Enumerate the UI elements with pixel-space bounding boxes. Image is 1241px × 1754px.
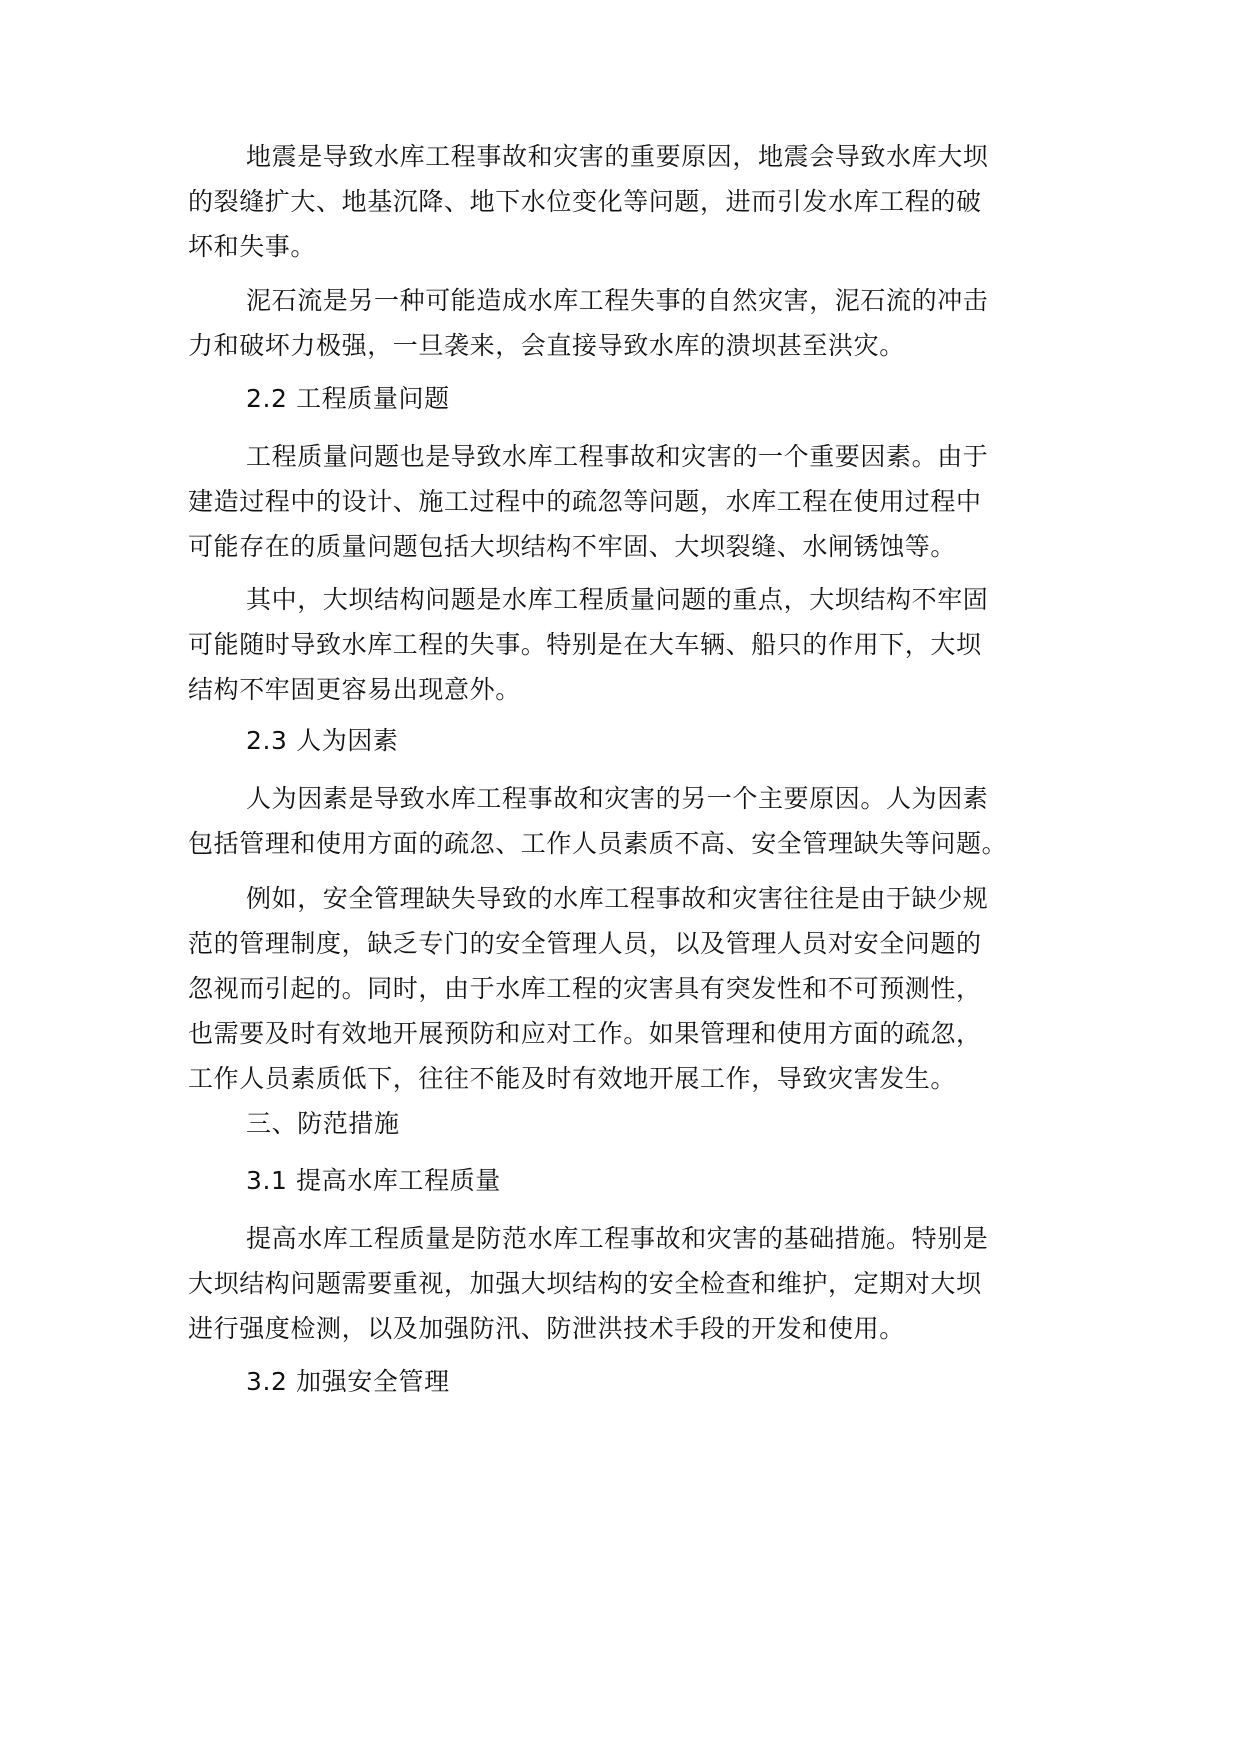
section-heading-3	[188, 1101, 1028, 1146]
paragraph-human-factors	[188, 776, 1028, 866]
text-line: 建造过程中的设计、施工过程中的疏忽等问题，水库工程在使用过程中	[188, 487, 982, 516]
text-line: 忽视而引起的。同时，由于水库工程的灾害具有突发性和不可预测性，	[188, 974, 982, 1003]
heading-text: 2.2 工程质量问题	[246, 384, 450, 413]
text-line: 进行强度检测，以及加强防汛、防泄洪技术手段的开发和使用。	[188, 1314, 905, 1343]
text-line: 提高水库工程质量是防范水库工程事故和灾害的基础措施。特别是	[246, 1224, 989, 1253]
paragraph-improve-quality	[188, 1216, 1028, 1351]
section-heading-3-2	[188, 1359, 1028, 1404]
text-line: 其中，大坝结构问题是水库工程质量问题的重点，大坝结构不牢固	[246, 585, 989, 614]
text-line: 的裂缝扩大、地基沉降、地下水位变化等问题，进而引发水库工程的破	[188, 187, 982, 216]
text-line: 结构不牢固更容易出现意外。	[188, 675, 521, 704]
text-line: 地震是导致水库工程事故和灾害的重要原因，地震会导致水库大坝	[246, 142, 989, 171]
text-line: 例如，安全管理缺失导致的水库工程事故和灾害往往是由于缺少规	[246, 884, 989, 913]
text-line: 泥石流是另一种可能造成水库工程失事的自然灾害，泥石流的冲击	[246, 286, 989, 315]
paragraph-earthquake	[188, 134, 1028, 269]
heading-text: 2.3 人为因素	[246, 726, 399, 755]
paragraph-engineering-quality	[188, 434, 1028, 569]
paragraph-debris-flow	[188, 278, 1028, 368]
section-heading-3-1	[188, 1158, 1028, 1203]
text-line: 力和破坏力极强，一旦袭来，会直接导致水库的溃坝甚至洪灾。	[188, 331, 905, 360]
text-line: 大坝结构问题需要重视，加强大坝结构的安全检查和维护，定期对大坝	[188, 1269, 982, 1298]
text-line: 可能存在的质量问题包括大坝结构不牢固、大坝裂缝、水闸锈蚀等。	[188, 532, 957, 561]
text-line: 也需要及时有效地开展预防和应对工作。如果管理和使用方面的疏忽，	[188, 1019, 982, 1048]
heading-text: 3.1 提高水库工程质量	[246, 1166, 501, 1195]
heading-text: 3.2 加强安全管理	[246, 1367, 450, 1396]
section-heading-2-3	[188, 718, 1028, 763]
text-line: 坏和失事。	[188, 232, 317, 261]
text-line: 工作人员素质低下，往往不能及时有效地开展工作，导致灾害发生。	[188, 1064, 957, 1093]
heading-text: 三、防范措施	[246, 1109, 400, 1138]
paragraph-dam-structure	[188, 577, 1028, 712]
text-line: 可能随时导致水库工程的失事。特别是在大车辆、船只的作用下，大坝	[188, 630, 982, 659]
text-line: 工程质量问题也是导致水库工程事故和灾害的一个重要因素。由于	[246, 442, 989, 471]
text-line: 范的管理制度，缺乏专门的安全管理人员，以及管理人员对安全问题的	[188, 929, 982, 958]
paragraph-safety-management-example	[188, 876, 1028, 1101]
text-line: 包括管理和使用方面的疏忽、工作人员素质不高、安全管理缺失等问题。	[188, 829, 1008, 858]
text-line: 人为因素是导致水库工程事故和灾害的另一个主要原因。人为因素	[246, 784, 989, 813]
section-heading-2-2	[188, 376, 1028, 421]
